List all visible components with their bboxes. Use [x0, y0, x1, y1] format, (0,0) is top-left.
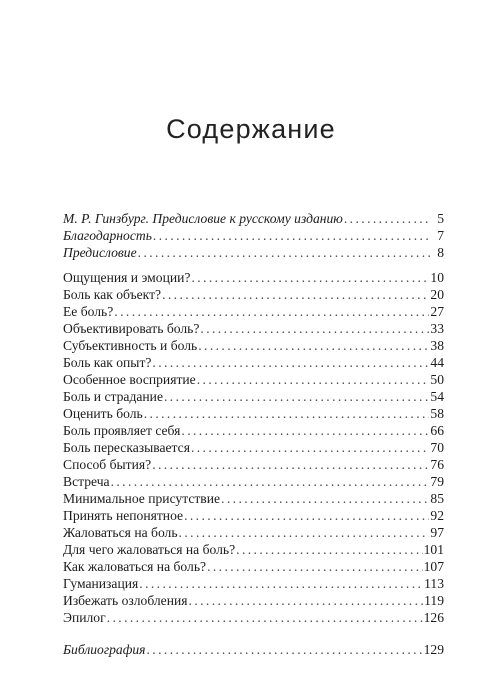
toc-entry-page: 38 — [430, 338, 444, 353]
toc-entry-label: Гуманизация — [63, 576, 139, 591]
leader-dots — [189, 592, 424, 609]
toc-entry[interactable] — [63, 269, 444, 286]
leader-dots — [221, 490, 429, 507]
leader-dots — [179, 524, 430, 541]
toc-entry-page: 129 — [423, 642, 444, 657]
toc-entry[interactable] — [63, 456, 444, 473]
toc-entry-preface[interactable] — [63, 244, 444, 261]
toc-entry-label: Боль пересказывается — [63, 440, 190, 455]
leader-dots — [207, 558, 423, 575]
toc-entry-bibliography[interactable] — [63, 641, 444, 658]
toc-entry-page: 10 — [430, 270, 444, 285]
leader-dots — [111, 473, 430, 490]
toc-entry-page: 33 — [430, 321, 444, 336]
toc-entry[interactable] — [63, 473, 444, 490]
toc-entry-label: Библиография — [63, 642, 146, 657]
toc-entry-label: Оценить боль — [63, 406, 143, 421]
toc-entry[interactable] — [63, 524, 444, 541]
toc-entry[interactable] — [63, 371, 444, 388]
toc-entry[interactable] — [63, 558, 444, 575]
toc-entry-label: Как жаловаться на боль? — [63, 559, 207, 574]
leader-dots — [184, 507, 429, 524]
leader-dots — [197, 371, 430, 388]
toc-entry-page: 85 — [430, 491, 444, 506]
toc-entry[interactable] — [63, 422, 444, 439]
toc-entry-page: 20 — [430, 287, 444, 302]
toc-entry[interactable] — [63, 303, 444, 320]
toc-entry-page: 107 — [423, 559, 444, 574]
toc-entry-page: 92 — [430, 508, 444, 523]
toc-entry[interactable] — [63, 388, 444, 405]
toc-entry-label: М. Р. Гинзбург. Предисловие к русскому изданию — [63, 211, 343, 226]
toc-entry-page: 7 — [437, 228, 444, 243]
leader-dots — [147, 641, 423, 658]
toc-entry-acknowledgements[interactable] — [63, 227, 444, 244]
leader-dots — [191, 269, 429, 286]
toc-entry[interactable] — [63, 439, 444, 456]
toc-entry[interactable] — [63, 286, 444, 303]
toc-entry-label: Минимальное присутствие — [63, 491, 221, 506]
toc-entry-label: Жаловаться на боль — [63, 525, 178, 540]
toc-entry-label: Эпилог — [63, 610, 106, 625]
toc-entry-label: Субъективность и боль — [63, 338, 198, 353]
leader-dots — [144, 405, 430, 422]
toc-entry[interactable] — [63, 592, 444, 609]
page-title: Содержание — [166, 114, 336, 145]
toc-entry-label: Благодарность — [63, 228, 152, 243]
toc-entry-page: 58 — [430, 406, 444, 421]
toc-entry-label: Способ бытия? — [63, 457, 152, 472]
toc-entry-page: 126 — [423, 610, 444, 625]
leader-dots — [198, 337, 429, 354]
toc-entry-page: 76 — [430, 457, 444, 472]
leader-dots — [139, 575, 423, 592]
toc-entry[interactable] — [63, 507, 444, 524]
toc-entry[interactable] — [63, 354, 444, 371]
toc-entry-label: Ее боль? — [63, 304, 114, 319]
toc-entry[interactable] — [63, 541, 444, 558]
toc-entry-label: Боль как объект? — [63, 287, 162, 302]
toc-entry-label: Принять непонятное — [63, 508, 184, 523]
toc-entry-page: 97 — [430, 525, 444, 540]
leader-dots — [181, 422, 429, 439]
toc-entry[interactable] — [63, 490, 444, 507]
leader-dots — [236, 541, 422, 558]
toc-entry-label: Боль как опыт? — [63, 355, 152, 370]
toc-entry-page: 5 — [437, 211, 444, 226]
toc-entry-label: Ощущения и эмоции? — [63, 270, 191, 285]
leader-dots — [107, 609, 423, 626]
leader-dots — [191, 439, 429, 456]
leader-dots — [138, 244, 431, 261]
leader-dots — [153, 227, 431, 244]
leader-dots — [200, 320, 429, 337]
toc-entry[interactable] — [63, 337, 444, 354]
toc-entry-page: 79 — [430, 474, 444, 489]
toc-entry-preface-ru[interactable] — [63, 210, 444, 227]
toc-entry[interactable] — [63, 609, 444, 626]
toc-entry[interactable] — [63, 320, 444, 337]
toc-entry-page: 44 — [430, 355, 444, 370]
leader-dots — [114, 303, 429, 320]
toc-entry-page: 8 — [437, 245, 444, 260]
toc-entry-label: Для чего жаловаться на боль? — [63, 542, 236, 557]
toc-entry-page: 54 — [430, 389, 444, 404]
toc-entry-label: Встреча — [63, 474, 110, 489]
leader-dots — [152, 456, 429, 473]
toc-entry-page: 101 — [423, 542, 444, 557]
leader-dots — [344, 210, 431, 227]
toc-entry-page: 50 — [430, 372, 444, 387]
toc-entry-label: Предисловие — [63, 245, 137, 260]
toc-entry-label: Объективировать боль? — [63, 321, 200, 336]
toc-entry-page: 119 — [424, 593, 444, 608]
toc-entry-page: 27 — [430, 304, 444, 319]
toc-entry[interactable] — [63, 575, 444, 592]
toc-entry-label: Боль и страдание — [63, 389, 163, 404]
leader-dots — [162, 286, 429, 303]
toc-entry-label: Боль проявляет себя — [63, 423, 181, 438]
toc-entry-page: 66 — [430, 423, 444, 438]
leader-dots — [164, 388, 429, 405]
toc-entry-page: 70 — [430, 440, 444, 455]
toc-entry-label: Особенное восприятие — [63, 372, 196, 387]
leader-dots — [152, 354, 429, 371]
toc-entry[interactable] — [63, 405, 444, 422]
toc-entry-page: 113 — [424, 576, 444, 591]
toc-entry-label: Избежать озлобления — [63, 593, 188, 608]
